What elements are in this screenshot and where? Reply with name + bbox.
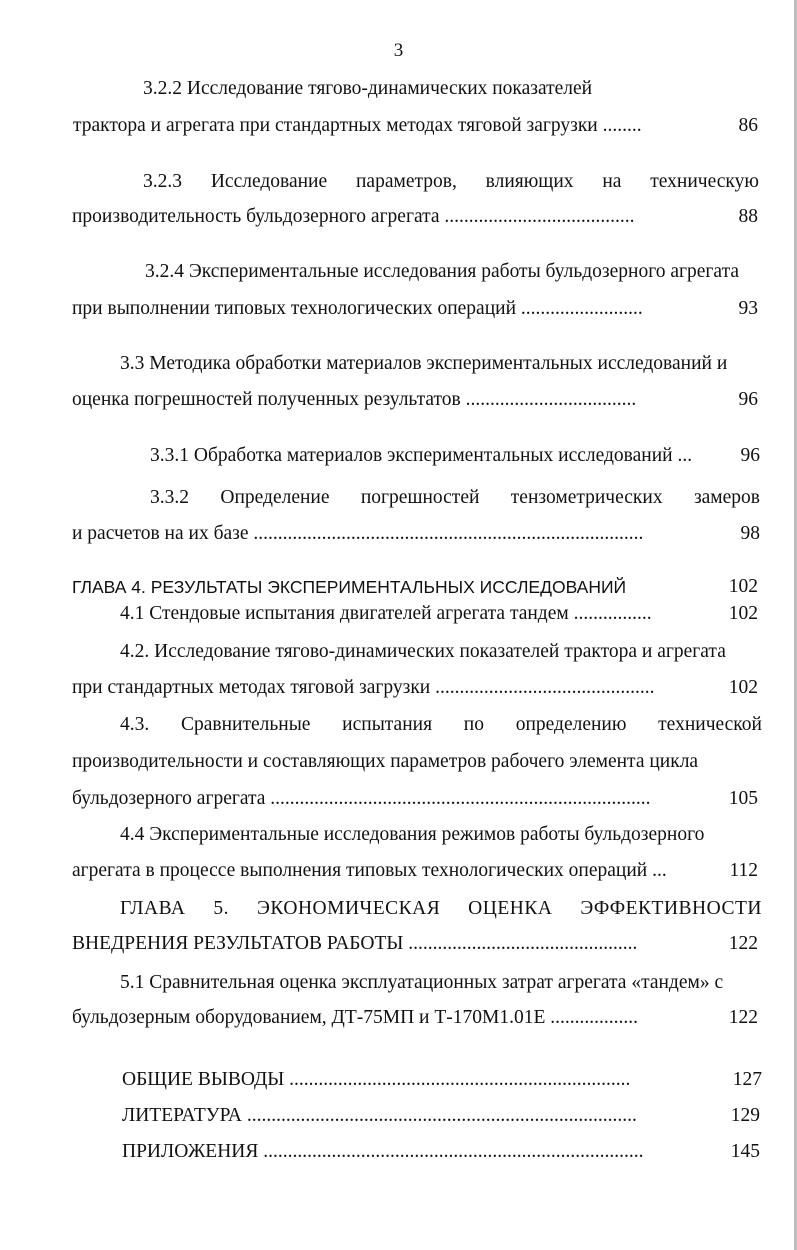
toc-page-number: 86 xyxy=(738,115,758,136)
toc-word: технической xyxy=(658,714,762,735)
toc-word: 5. xyxy=(213,898,230,919)
toc-word: Исследование xyxy=(210,171,328,192)
toc-line: бульдозерным оборудованием, ДТ-75МП и Т-170М1.01Е .................. xyxy=(72,1007,639,1028)
toc-word: Сравнительные xyxy=(180,714,311,735)
toc-line: агрегата в процессе выполнения типовых технологических операций ... xyxy=(72,860,667,881)
toc-line: при выполнении типовых технологических операций ......................... xyxy=(72,298,643,319)
toc-word: определению xyxy=(515,714,627,735)
toc-line: ОБЩИЕ ВЫВОДЫ ...................................................................... xyxy=(122,1069,631,1090)
toc-line: ВНЕДРЕНИЯ РЕЗУЛЬТАТОВ РАБОТЫ ............................................... xyxy=(72,933,638,954)
toc-justified-line xyxy=(143,169,759,195)
toc-page-number: 129 xyxy=(730,1105,760,1126)
toc-page-number: 122 xyxy=(728,1007,758,1028)
toc-word: замеров xyxy=(693,487,760,508)
toc-line: производительности и составляющих параметров рабочего элемента цикла xyxy=(72,751,699,772)
toc-word: тензометрических xyxy=(510,487,663,508)
toc-line: при стандартных методах тяговой загрузки ............................................. xyxy=(72,677,655,698)
toc-line: 3.3.1 Обработка материалов экспериментальных исследований ... xyxy=(150,445,693,466)
toc-word: параметров, xyxy=(355,171,457,192)
toc-line: ЛИТЕРАТУРА ................................................................................ xyxy=(122,1105,637,1126)
toc-line: и расчетов на их базе ................................................................................ xyxy=(72,523,644,544)
toc-page-number: 102 xyxy=(728,576,758,597)
toc-page-number: 102 xyxy=(728,603,758,624)
toc-page-number: 112 xyxy=(729,860,758,881)
toc-word: ГЛАВА xyxy=(120,898,186,919)
toc-page-number: 98 xyxy=(740,523,760,544)
toc-justified-line xyxy=(120,896,762,922)
toc-word: ЭКОНОМИЧЕСКАЯ xyxy=(256,898,441,919)
toc-line: 5.1 Сравнительная оценка эксплуатационных затрат агрегата «тандем» с xyxy=(120,972,724,993)
toc-page-number: 127 xyxy=(732,1069,762,1090)
toc-word: ОЦЕНКА xyxy=(468,898,553,919)
toc-page-number: 145 xyxy=(730,1141,760,1162)
toc-line: 3.2.2 Исследование тягово-динамических показателей xyxy=(143,78,593,99)
toc-page-number: 96 xyxy=(740,445,760,466)
toc-line: ПРИЛОЖЕНИЯ .............................................................................. xyxy=(122,1141,644,1162)
toc-justified-line xyxy=(150,485,760,511)
toc-line: 4.4 Экспериментальные исследования режимов работы бульдозерного xyxy=(120,824,705,845)
toc-word: на xyxy=(602,171,622,192)
page-number: 3 xyxy=(393,40,404,61)
toc-page-number: 122 xyxy=(728,933,758,954)
toc-word: влияющих xyxy=(485,171,574,192)
toc-line: 3.2.4 Экспериментальные исследования работы бульдозерного агрегата xyxy=(145,261,739,282)
chapter-heading: ГЛАВА 4. РЕЗУЛЬТАТЫ ЭКСПЕРИМЕНТАЛЬНЫХ ИССЛЕДОВАНИЙ xyxy=(72,577,627,597)
toc-word: техническую xyxy=(650,171,759,192)
toc-page-number: 93 xyxy=(738,298,758,319)
toc-page-number: 102 xyxy=(728,677,758,698)
toc-line: 4.1 Стендовые испытания двигателей агрегата тандем ................ xyxy=(120,603,652,624)
toc-word: ЭФФЕКТИВНОСТИ xyxy=(580,898,762,919)
toc-line: бульдозерного агрегата .............................................................................. xyxy=(72,788,651,809)
toc-page-number: 88 xyxy=(738,206,758,227)
toc-word: погрешностей xyxy=(360,487,480,508)
toc-word: 4.3. xyxy=(120,714,150,735)
toc-line: трактора и агрегата при стандартных методах тяговой загрузки ........ xyxy=(73,115,642,136)
toc-line: производительность бульдозерного агрегата ....................................... xyxy=(72,206,635,227)
toc-line: 4.2. Исследование тягово-динамических показателей трактора и агрегата xyxy=(120,641,726,662)
toc-word: испытания xyxy=(342,714,433,735)
toc-line: 3.3 Методика обработки материалов экспериментальных исследований и xyxy=(120,353,728,374)
toc-word: Определение xyxy=(220,487,330,508)
toc-line: оценка погрешностей полученных результатов ................................... xyxy=(72,389,637,410)
toc-word: по xyxy=(463,714,484,735)
toc-justified-line xyxy=(120,712,762,738)
toc-page-number: 105 xyxy=(728,788,758,809)
toc-word: 3.3.2 xyxy=(150,487,189,508)
toc-page-number: 96 xyxy=(738,389,758,410)
toc-word: 3.2.3 xyxy=(143,171,182,192)
